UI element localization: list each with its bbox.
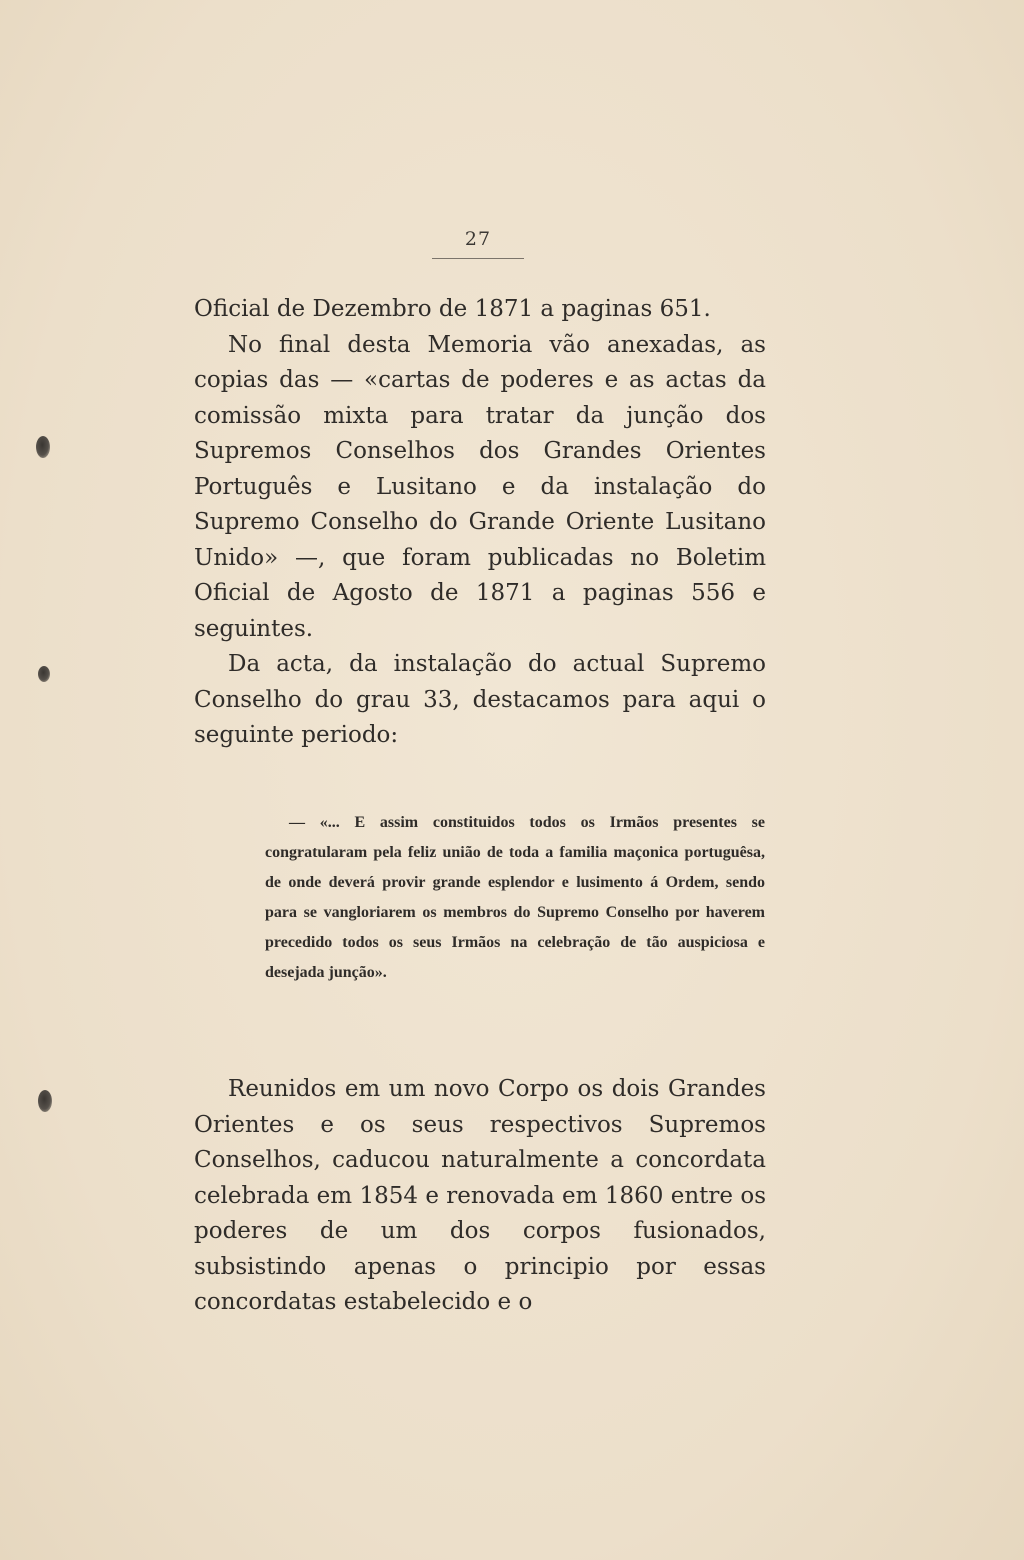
- body-text-upper: [194, 292, 766, 754]
- page-number: 27: [464, 228, 492, 250]
- page-number-rule: [432, 258, 524, 259]
- punch-hole: [38, 666, 50, 682]
- paragraph: Reunidos em um novo Corpo os dois Grandes Orientes e os seus respectivos Supremos Conselhos, caducou naturalmente a concordata celebrada em 1854 e renovada em 1860 entre os poderes de um dos corpos fusionados, subsistindo apenas o principio por essas concordatas estabelecido e o: [194, 1076, 766, 1315]
- paragraph: Da acta, da instalação do actual Supremo Conselho do grau 33, destacamos para aqui o seguinte periodo:: [194, 651, 766, 748]
- block-quote: [265, 808, 765, 988]
- paragraph-continuation: Oficial de Dezembro de 1871 a paginas 651.: [194, 296, 711, 322]
- quote-text: — «... E assim constituidos todos os Irmãos presentes se congratularam pela feliz união de toda a familia maçonica portuguêsa, de onde deverá provir grande esplendor e lusimento á Ordem, sendo para se vangloriarem os membros do Supremo Conselho por haverem precedido todos os seus Irmãos na celebração de tão auspiciosa e desejada junção».: [265, 814, 765, 981]
- body-text-lower: [194, 1072, 766, 1321]
- punch-hole: [36, 436, 50, 458]
- punch-hole: [38, 1090, 52, 1112]
- paragraph: No final desta Memoria vão anexadas, as copias das — «cartas de poderes e as actas da comissão mixta para tratar da junção dos Supremos Conselhos dos Grandes Orientes Português e Lusitano e da instalação do Supremo Conselho do Grande Oriente Lusitano Unido» —, que foram publicadas no Boletim Oficial de Agosto de 1871 a paginas 556 e seguintes.: [194, 331, 766, 642]
